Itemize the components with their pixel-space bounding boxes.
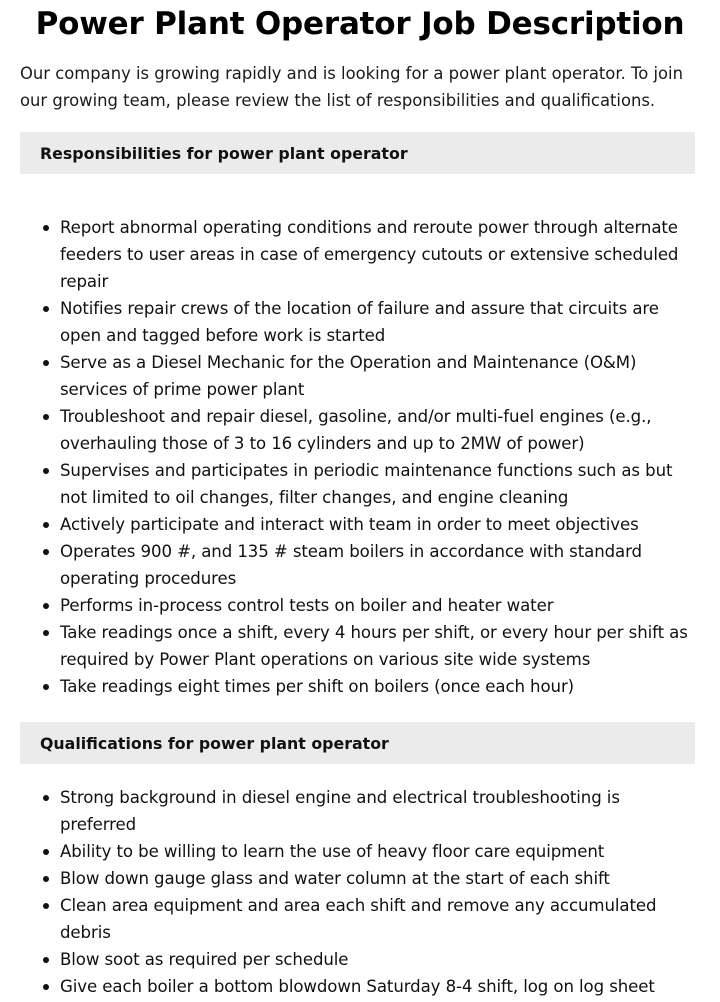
responsibilities-header [20,132,695,174]
qualification-item: Blow soot as required per schedule [60,946,696,973]
responsibility-item: Take readings once a shift, every 4 hours per shift, or every hour per shift as required by Power Plant operations on various site wide systems [60,619,696,673]
qualifications-header [20,722,695,764]
responsibility-item: Take readings eight times per shift on boilers (once each hour) [60,673,696,700]
qualification-item: Blow down gauge glass and water column at the start of each shift [60,865,696,892]
qualification-item: Give each boiler a bottom blowdown Saturday 8-4 shift, log on log sheet [60,973,696,1000]
responsibility-item: Performs in-process control tests on boiler and heater water [60,592,696,619]
responsibility-item: Troubleshoot and repair diesel, gasoline, and/or multi-fuel engines (e.g., overhauling those of 3 to 16 cylinders and up to 2MW of power) [60,403,696,457]
responsibility-item: Notifies repair crews of the location of failure and assure that circuits are open and tagged before work is started [60,295,696,349]
page-title: Power Plant Operator Job Description [35,6,685,42]
qualifications-heading: Qualifications for power plant operator [40,733,389,753]
qualification-item: Clean area equipment and area each shift and remove any accumulated debris [60,892,696,946]
intro-paragraph: Our company is growing rapidly and is looking for a power plant operator. To join our growing team, please review the list of responsibilities and qualifications. [20,64,683,110]
responsibilities-list [0,214,720,700]
responsibilities-heading: Responsibilities for power plant operator [40,143,408,163]
qualification-item: Strong background in diesel engine and electrical troubleshooting is preferred [60,784,696,838]
responsibility-item: Supervises and participates in periodic maintenance functions such as but not limited to oil changes, filter changes, and engine cleaning [60,457,696,511]
responsibility-item: Serve as a Diesel Mechanic for the Operation and Maintenance (O&M) services of prime power plant [60,349,696,403]
responsibility-item: Operates 900 #, and 135 # steam boilers in accordance with standard operating procedures [60,538,696,592]
qualifications-list [0,784,720,1000]
qualification-item: Ability to be willing to learn the use of heavy floor care equipment [60,838,696,865]
responsibility-item: Actively participate and interact with team in order to meet objectives [60,511,696,538]
responsibility-item: Report abnormal operating conditions and reroute power through alternate feeders to user areas in case of emergency cutouts or extensive scheduled repair [60,214,696,295]
